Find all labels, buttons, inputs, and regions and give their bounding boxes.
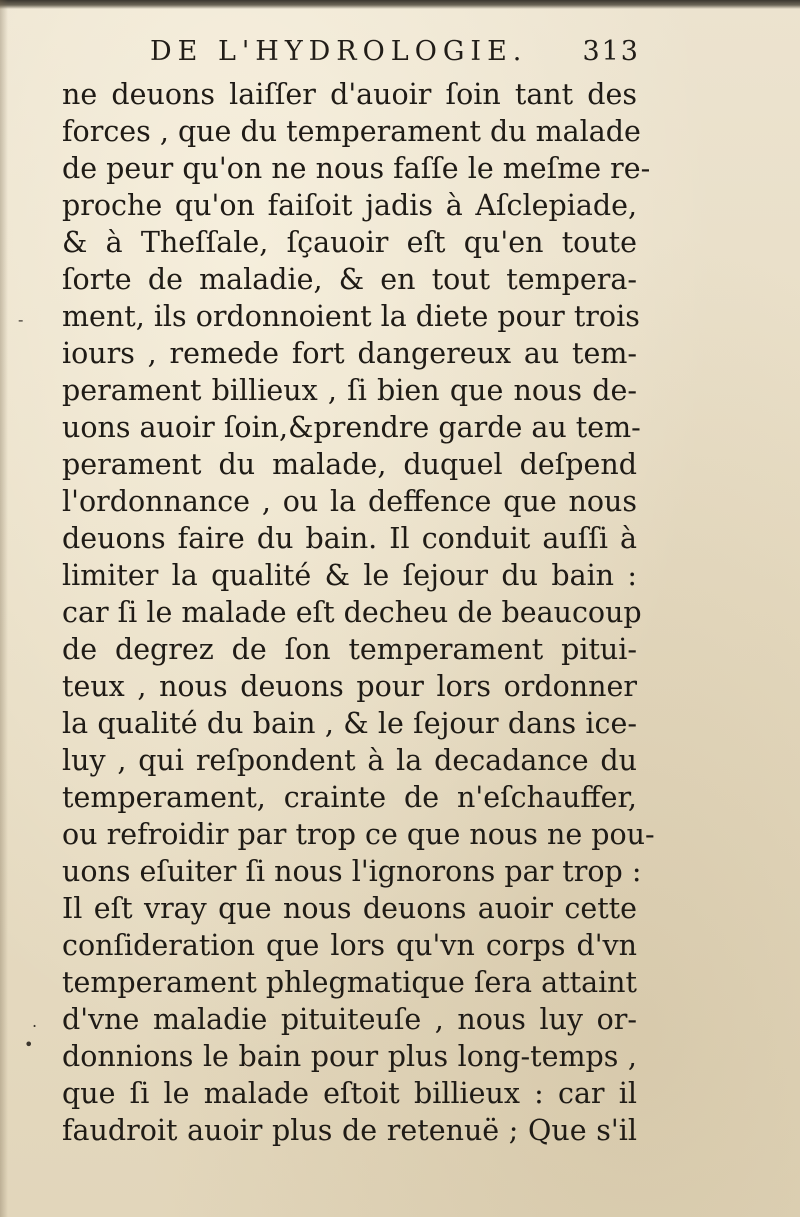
text-line: luy , qui reſpondent à la decadance du bbox=[62, 744, 637, 777]
running-head bbox=[150, 36, 640, 80]
text-line: car ſi le malade eſt decheu de beaucoup bbox=[62, 596, 642, 629]
page-number: 313 bbox=[582, 36, 640, 67]
text-line: perament billieux , ſi bien que nous de- bbox=[62, 374, 637, 407]
body-text bbox=[62, 76, 655, 1149]
text-line: & à Theſſale, ſçauoir eſt qu'en toute bbox=[62, 226, 637, 259]
text-line: faudroit auoir plus de retenuë ; Que s'il bbox=[62, 1114, 637, 1147]
text-line: conſideration que lors qu'vn corps d'vn bbox=[62, 929, 637, 962]
text-line: proche qu'on faiſoit jadis à Aſclepiade, bbox=[62, 189, 637, 222]
text-line: temperament, crainte de n'eſchauffer, bbox=[62, 781, 637, 814]
margin-mark: - bbox=[18, 310, 24, 329]
text-line: ment, ils ordonnoient la diete pour trois bbox=[62, 300, 640, 333]
text-line: que ſi le malade eſtoit billieux : car il bbox=[62, 1077, 637, 1110]
text-line: teux , nous deuons pour lors ordonner bbox=[62, 670, 637, 703]
margin-mark: . bbox=[32, 1012, 38, 1031]
margin-mark: • bbox=[24, 1035, 34, 1054]
text-line: ſorte de maladie, & en tout tempera- bbox=[62, 263, 637, 296]
text-line: forces , que du temperament du malade bbox=[62, 115, 641, 148]
text-line: uons auoir ſoin,&prendre garde au tem- bbox=[62, 411, 641, 444]
page-top-edge bbox=[0, 0, 800, 9]
text-line: d'vne maladie pituiteuſe , nous luy or- bbox=[62, 1003, 637, 1036]
text-line: la qualité du bain , & le ſejour dans ice- bbox=[62, 707, 637, 740]
text-line: de degrez de ſon temperament pitui- bbox=[62, 633, 637, 666]
page-gutter-shadow bbox=[0, 0, 8, 1217]
running-head-title: DE L'HYDROLOGIE. bbox=[150, 36, 528, 67]
text-line: limiter la qualité & le ſejour du bain : bbox=[62, 559, 637, 592]
text-line: ou refroidir par trop ce que nous ne pou- bbox=[62, 818, 655, 851]
text-line: perament du malade, duquel deſpend bbox=[62, 448, 637, 481]
text-line: de peur qu'on ne nous faſſe le meſme re- bbox=[62, 152, 651, 185]
text-line: deuons faire du bain. Il conduit auſſi à bbox=[62, 522, 637, 555]
text-line: uons eſuiter ſi nous l'ignorons par trop : bbox=[62, 855, 642, 888]
text-line: iours , remede fort dangereux au tem- bbox=[62, 337, 637, 370]
text-line: donnions le bain pour plus long-temps , bbox=[62, 1040, 637, 1073]
text-line: l'ordonnance , ou la deffence que nous bbox=[62, 485, 637, 518]
text-line: temperament phlegmatique ſera attaint bbox=[62, 966, 637, 999]
text-line: Il eſt vray que nous deuons auoir cette bbox=[62, 892, 637, 925]
text-line: ne deuons laiſſer d'auoir ſoin tant des bbox=[62, 78, 637, 111]
